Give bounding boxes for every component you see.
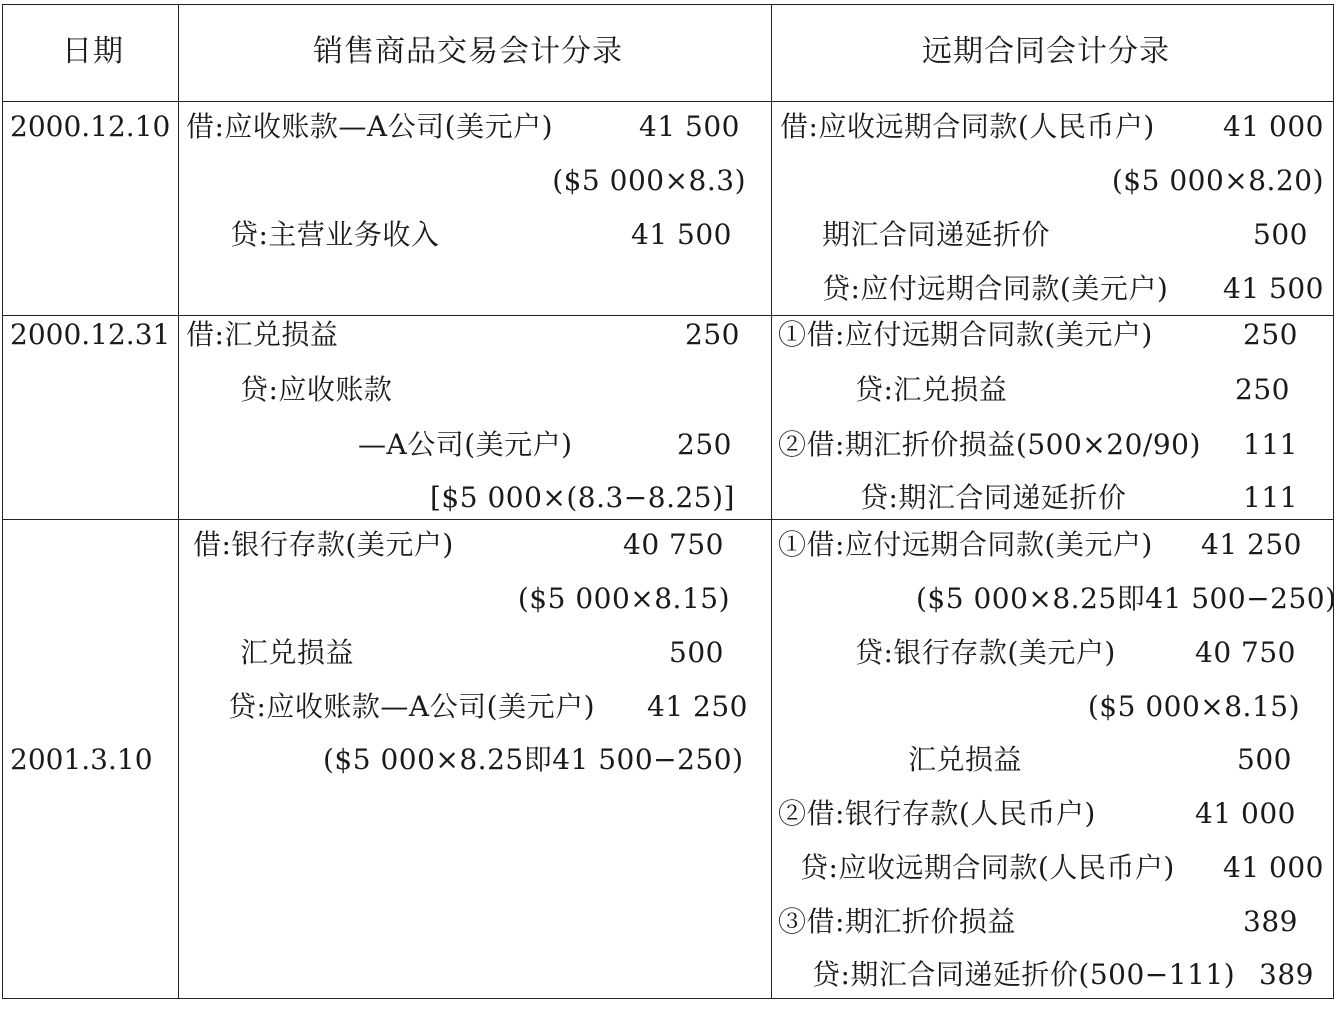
entry-text: ($5 000×8.25即41 500−250) [916,582,1337,615]
header-forward-contract-entries: 远期合同会计分录 [922,34,1170,69]
entry-text: —A公司(美元户) [358,428,573,461]
entry-text: 汇兑损益 [908,743,1023,776]
row-date: 2000.12.10 [10,110,171,143]
entry-amount: 41 250 [647,690,748,723]
entry-text: 贷:应收账款—A公司(美元户) [228,690,596,723]
header-date: 日期 [62,34,124,69]
column-divider-sales [771,4,772,999]
entry-text: 贷:期汇合同递延折价(500−111) [812,958,1236,991]
entry-text: ($5 000×8.25即41 500−250) [323,743,744,776]
entry-amount: ($5 000×8.15) [517,582,730,615]
entry-amount: 500 [1253,218,1308,251]
entry-amount: 40 750 [1195,636,1296,669]
entry-amount: 41 500 [631,218,732,251]
entry-amount: 41 250 [1201,528,1302,561]
entry-amount: 41 000 [1223,851,1324,884]
entry-amount: 250 [1243,318,1298,351]
entry-text: 借:银行存款(美元户) [193,528,454,561]
entry-amount: ($5 000×8.15) [1087,690,1300,723]
entry-text: 贷:主营业务收入 [230,218,440,251]
entry-text: ①借:应付远期合同款(美元户) [778,318,1153,351]
entry-amount: [$5 000×(8.3−8.25)] [430,481,735,514]
entry-amount: 500 [1237,743,1292,776]
entry-text: 借:应收账款—A公司(美元户) [186,110,554,143]
entry-amount: 41 500 [1223,272,1324,305]
entry-text: 贷:应付远期合同款(美元户) [822,272,1169,305]
entry-amount: 111 [1243,428,1298,461]
entry-text: 借:应收远期合同款(人民币户) [780,110,1155,143]
entry-amount: 40 750 [623,528,724,561]
entry-amount: 111 [1243,481,1298,514]
entry-amount: 41 000 [1223,110,1324,143]
header-divider [2,101,1334,102]
entry-text: 贷:银行存款(美元户) [855,636,1116,669]
entry-amount: 250 [1235,373,1290,406]
entry-text: 贷:应收账款 [240,373,393,406]
entry-amount: 500 [669,636,724,669]
entry-text: 贷:应收远期合同款(人民币户) [800,851,1175,884]
entry-text: 汇兑损益 [240,636,355,669]
entry-amount: ($5 000×8.20) [1111,164,1324,197]
entry-amount: 250 [677,428,732,461]
entry-text: 期汇合同递延折价 [822,218,1051,251]
row-divider-2 [2,519,1334,520]
row-divider-1 [2,315,1334,316]
entry-amount: 41 000 [1195,797,1296,830]
row-date: 2001.3.10 [10,743,153,776]
entry-amount: 389 [1243,905,1298,938]
entry-amount: 250 [685,318,740,351]
row-date: 2000.12.31 [10,318,171,351]
entry-text: 借:汇兑损益 [186,318,339,351]
entry-text: 贷:汇兑损益 [855,373,1008,406]
column-divider-date [178,4,179,999]
header-sales-entries: 销售商品交易会计分录 [313,34,623,69]
entry-text: ②借:银行存款(人民币户) [778,797,1096,830]
entry-amount: ($5 000×8.3) [552,164,746,197]
entry-amount: 389 [1259,958,1314,991]
entry-amount: 41 500 [639,110,740,143]
entry-text: 贷:期汇合同递延折价 [860,481,1127,514]
entry-text: ②借:期汇折价损益(500×20/90) [778,428,1201,461]
entry-text: ①借:应付远期合同款(美元户) [778,528,1153,561]
entry-text: ③借:期汇折价损益 [778,905,1016,938]
